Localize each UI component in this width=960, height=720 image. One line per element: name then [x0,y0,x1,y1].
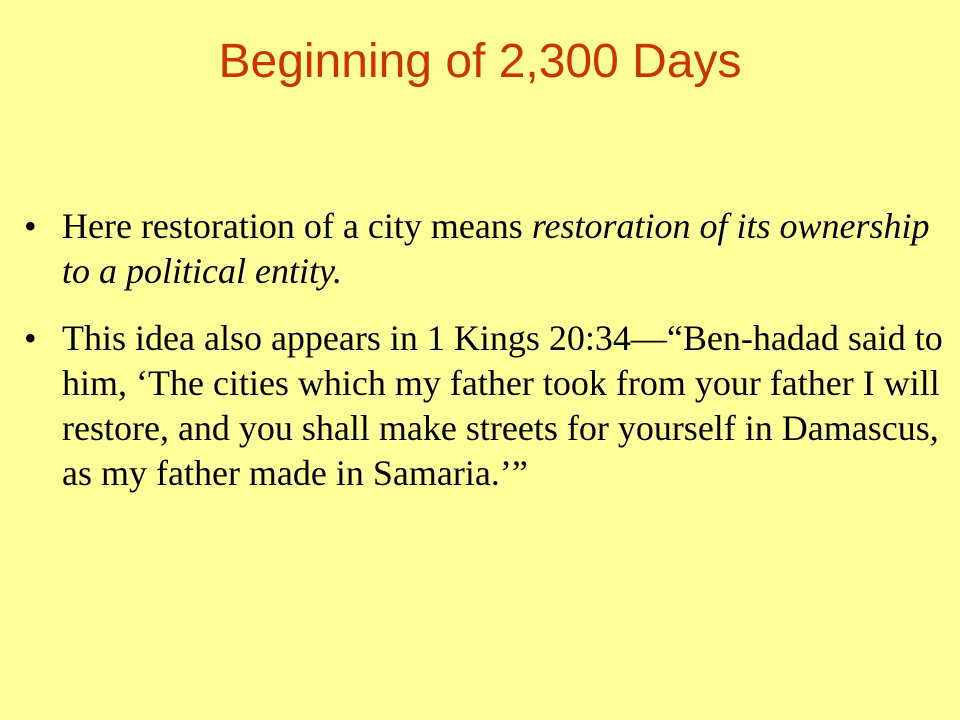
bullet-dot-icon: • [24,206,37,246]
bullet-text-emphasis: restoration of its ownership to a political entity. [62,206,930,291]
bullet-dot-icon: • [24,318,37,358]
bullet-text: This idea also appears in 1 Kings 20:34—“Ben-hadad said to him, ‘The cities which my father took from your father I will restore, and you shall make streets for yourself in Damascus, as my father made in Samaria.’” [62,318,943,493]
bullet-item [24,316,944,496]
bullet-list [24,204,944,518]
slide-title: Beginning of 2,300 Days [218,35,742,88]
bullet-item [24,204,944,294]
bullet-text: Here restoration of a city means [62,206,532,246]
